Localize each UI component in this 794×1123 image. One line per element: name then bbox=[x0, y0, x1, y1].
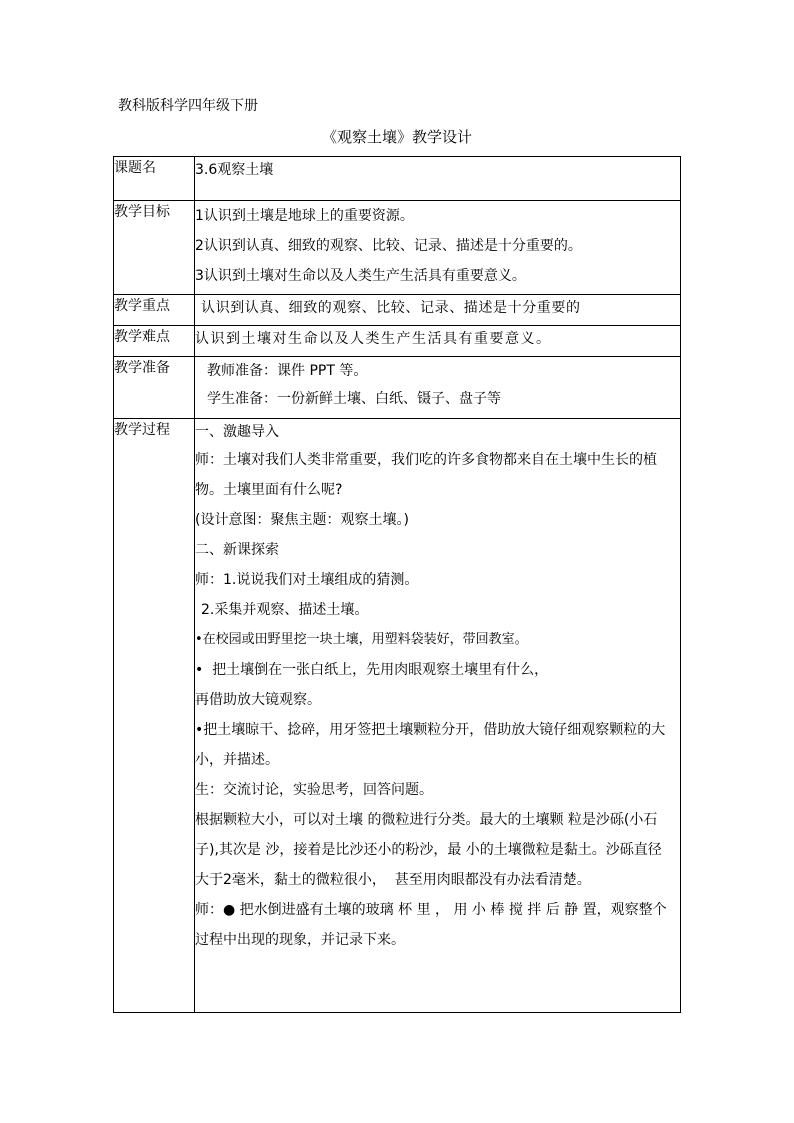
particle-classification: 根据颗粒大小，可以对土壤 的微粒进行分类。最大的土壤颗 粒是沙砾(小石子),其次是 沙，接着是比沙还小的粉沙，最 小的土壤微粒是黏土。沙砾直径 大于2毫米，黏土的微粒很小， 甚至用肉眼都没有办法看清楚。 bbox=[195, 812, 667, 888]
objective-item: 1认识到土壤是地球上的重要资源。 bbox=[195, 208, 414, 224]
table-row-topic bbox=[114, 157, 681, 201]
teacher-experiment: 师：● 把水倒进盛有土壤的玻璃 杯 里 ， 用 小 棒 搅 拌 后 静 置，观察整个过程中出现的现象，并记录下来。 bbox=[195, 902, 667, 948]
key-points-value: 认识到认真、细致的观察、比较、记录、描述是十分重要的 bbox=[201, 300, 581, 316]
topic-label: 课题名 bbox=[114, 157, 195, 201]
difficulties-label: 教学难点 bbox=[114, 326, 195, 357]
topic-value: 3.6观察土壤 bbox=[195, 162, 274, 178]
bullet-dig: •在校园或田野里挖一块土壤，用塑料袋装好，带回教室。 bbox=[195, 632, 528, 647]
design-intent: (设计意图：聚焦主题：观察土壤。) bbox=[195, 512, 409, 528]
teacher-question: 师：土壤对我们人类非常重要，我们吃的许多食物都来自在土壤中生长的植物。土壤里面有什么呢? bbox=[195, 452, 657, 498]
key-points-label: 教学重点 bbox=[114, 295, 195, 326]
step-collect: 2.采集并观察、描述土壤。 bbox=[201, 602, 369, 618]
table-row-key-points bbox=[114, 295, 681, 326]
table-row-difficulties bbox=[114, 326, 681, 357]
student-preparation: 学生准备：一份新鲜土壤、白纸、镊子、盘子等 bbox=[207, 391, 501, 407]
lesson-plan-table bbox=[113, 156, 681, 1013]
process-cell bbox=[195, 419, 681, 1013]
bullet-observe: • 把土壤倒在一张白纸上，先用肉眼观察土壤里有什么， bbox=[195, 662, 549, 678]
bullet-separate: •把土壤晾干、捻碎，用牙签把土壤颗粒分开，借助放大镜仔细观察颗粒的大小，并描述。 bbox=[195, 722, 666, 768]
teacher-preparation: 教师准备：课件 PPT 等。 bbox=[207, 363, 368, 379]
table-row-process bbox=[114, 419, 681, 1013]
table-row-preparation bbox=[114, 357, 681, 419]
topic-cell bbox=[195, 157, 681, 201]
section-heading-explore: 二、新课探索 bbox=[195, 542, 279, 558]
document-header: 教科版科学四年级下册 bbox=[118, 98, 258, 114]
preparation-label: 教学准备 bbox=[114, 357, 195, 419]
table-row-objectives bbox=[114, 201, 681, 295]
student-response: 生：交流讨论，实验思考，回答问题。 bbox=[195, 782, 433, 798]
objective-item: 2认识到认真、细致的观察、比较、记录、描述是十分重要的。 bbox=[195, 238, 582, 254]
bullet-observe-cont: 再借助放大镜观察。 bbox=[195, 692, 321, 708]
difficulties-cell bbox=[195, 326, 681, 357]
objectives-cell bbox=[195, 201, 681, 295]
step-guess: 师：1.说说我们对土壤组成的猜测。 bbox=[195, 572, 419, 588]
document-title: 《观察土壤》教学设计 bbox=[321, 128, 472, 146]
objectives-label: 教学目标 bbox=[114, 201, 195, 295]
preparation-cell bbox=[195, 357, 681, 419]
section-heading-intro: 一、激趣导入 bbox=[195, 424, 279, 440]
process-label: 教学过程 bbox=[114, 419, 195, 1013]
objective-item: 3认识到土壤对生命以及人类生产生活具有重要意义。 bbox=[195, 268, 526, 284]
key-points-cell bbox=[195, 295, 681, 326]
difficulties-value: 认识到土壤对生命以及人类生产生活具有重要意义。 bbox=[195, 331, 552, 347]
